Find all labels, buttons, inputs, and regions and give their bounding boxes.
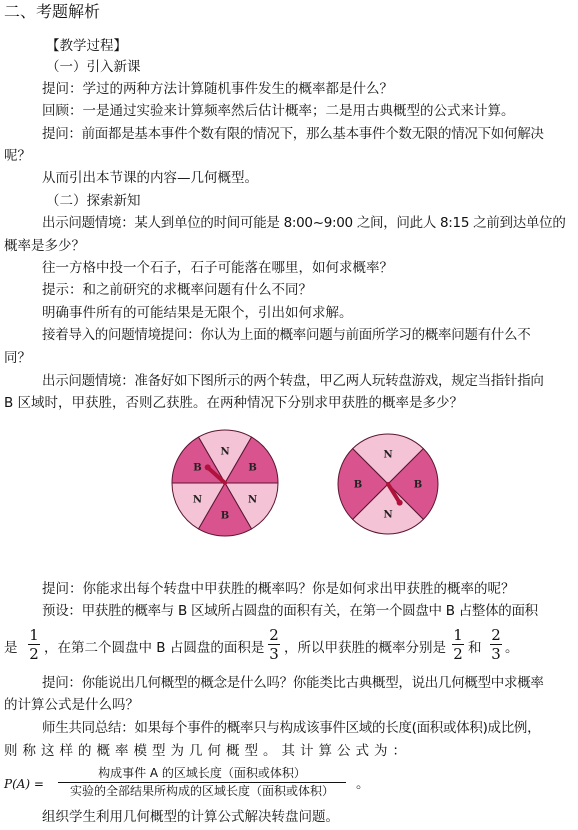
fraction-numerator: 1 (453, 626, 463, 644)
fraction-numerator: 2 (491, 626, 501, 644)
paragraph: 同？ (4, 350, 31, 366)
paragraph-fragment: 是 (4, 640, 18, 656)
wheel-2-sector-label: B (353, 479, 363, 491)
paragraph: B 区域时，甲获胜，否则乙获胜。在两种情况下分别求甲获胜的概率是多少？ (4, 395, 464, 411)
spinner-wheel-2 (336, 432, 440, 536)
paragraph: 组织学生利用几何概型的计算公式解决转盘问题。 (42, 809, 339, 825)
wheel-1-sector-label: B (220, 510, 230, 522)
paragraph: 呢？ (4, 148, 31, 164)
paragraph: 接着导入的问题情境提问：你认为上面的概率问题与前面所学习的概率问题有什么不 (42, 327, 531, 343)
paragraph: 提问：学过的两种方法计算随机事件发生的概率都是什么？ (42, 81, 393, 97)
paragraph: 的计算公式是什么吗？ (4, 697, 139, 713)
formula-fraction (58, 765, 346, 800)
wheel-1-sector-label: N (247, 494, 258, 506)
paragraph-fragment: 。 (505, 640, 519, 656)
paragraph: 提示：和之前研究的求概率问题有什么不同？ (42, 282, 312, 298)
paragraph: 出示问题情境：准备好如下图所示的两个转盘，甲乙两人玩转盘游戏，规定当指针指向 (42, 373, 544, 389)
paragraph-fragment: ，在第二个圆盘中 B 占圆盘的面积是 (44, 640, 265, 656)
fraction-one-half (452, 627, 464, 662)
paragraph: 从而引出本节课的内容—几何概型。 (42, 170, 258, 186)
fraction-numerator: 1 (29, 626, 39, 644)
teaching-process-heading: 【教学过程】 (46, 38, 127, 54)
wheel-2-sector-label: B (413, 479, 423, 491)
paragraph: 概率是多少？ (4, 238, 85, 254)
fraction-two-thirds (490, 627, 502, 662)
paragraph: 明确事件所有的可能结果是无限个，引出如何求解。 (42, 305, 353, 321)
paragraph: 则称这样的概率模型为几何概型。其计算公式为： (4, 743, 411, 759)
paragraph: 提问：你能说出几何概型的概念是什么吗？你能类比古典概型，说出几何概型中求概率 (42, 675, 544, 691)
fraction-denominator: 3 (491, 645, 501, 663)
paragraph: 提问：前面都是基本事件个数有限的情况下，那么基本事件个数无限的情况下如何解决 (42, 126, 544, 142)
paragraph: 出示问题情境：某人到单位的时间可能是 8:00~9:00 之间，问此人 8:15 之前到达单位的 (42, 215, 566, 231)
wheel-1-sector-label: N (220, 446, 230, 458)
fraction-denominator: 3 (269, 645, 279, 663)
section-title: 二、考题解析 (4, 2, 101, 21)
wheel-2-pointer-tip (397, 500, 403, 506)
wheel-2-sector-label: N (383, 449, 393, 461)
wheel-1-sector-label: N (192, 494, 203, 506)
part1-heading: （一）引入新课 (46, 59, 141, 75)
paragraph: 预设：甲获胜的概率与 B 区域所占圆盘的面积有关，在第一个圆盘中 B 占整体的面积 (42, 603, 538, 619)
paragraph: 回顾：一是通过实验来计算频率然后估计概率；二是用古典概型的公式来计算。 (42, 103, 515, 119)
paragraph-fragment: ，所以甲获胜的概率分别是 (284, 640, 446, 656)
fraction-one-half (28, 627, 40, 662)
paragraph: 师生共同总结：如果每个事件的概率只与构成该事件区域的长度(面积或体积)成比例， (42, 720, 541, 736)
formula-numerator: 构成事件 A 的区域长度（面积或体积） (98, 766, 306, 780)
wheel-1-sector-label: B (193, 462, 202, 474)
formula-lhs: P(A) = (4, 777, 44, 791)
fraction-numerator: 2 (269, 626, 279, 644)
spinner-wheel-1 (170, 428, 280, 538)
paragraph-fragment: 和 (468, 640, 482, 656)
part2-heading: （二）探索新知 (46, 193, 141, 209)
paragraph: 提问：你能求出每个转盘中甲获胜的概率吗？你是如何求出甲获胜的概率的呢？ (42, 581, 515, 597)
fraction-denominator: 2 (29, 645, 39, 663)
paragraph: 往一方格中投一个石子，石子可能落在哪里，如何求概率？ (42, 260, 393, 276)
wheel-1-pointer-tip (205, 464, 211, 470)
wheel-1-sector-label: B (248, 462, 257, 474)
formula-end: 。 (356, 776, 370, 792)
wheel-2-sector-label: N (383, 509, 393, 521)
formula-denominator: 实验的全部结果所构成的区域长度（面积或体积） (69, 784, 334, 798)
fraction-denominator: 2 (453, 645, 463, 663)
fraction-two-thirds (268, 627, 280, 662)
